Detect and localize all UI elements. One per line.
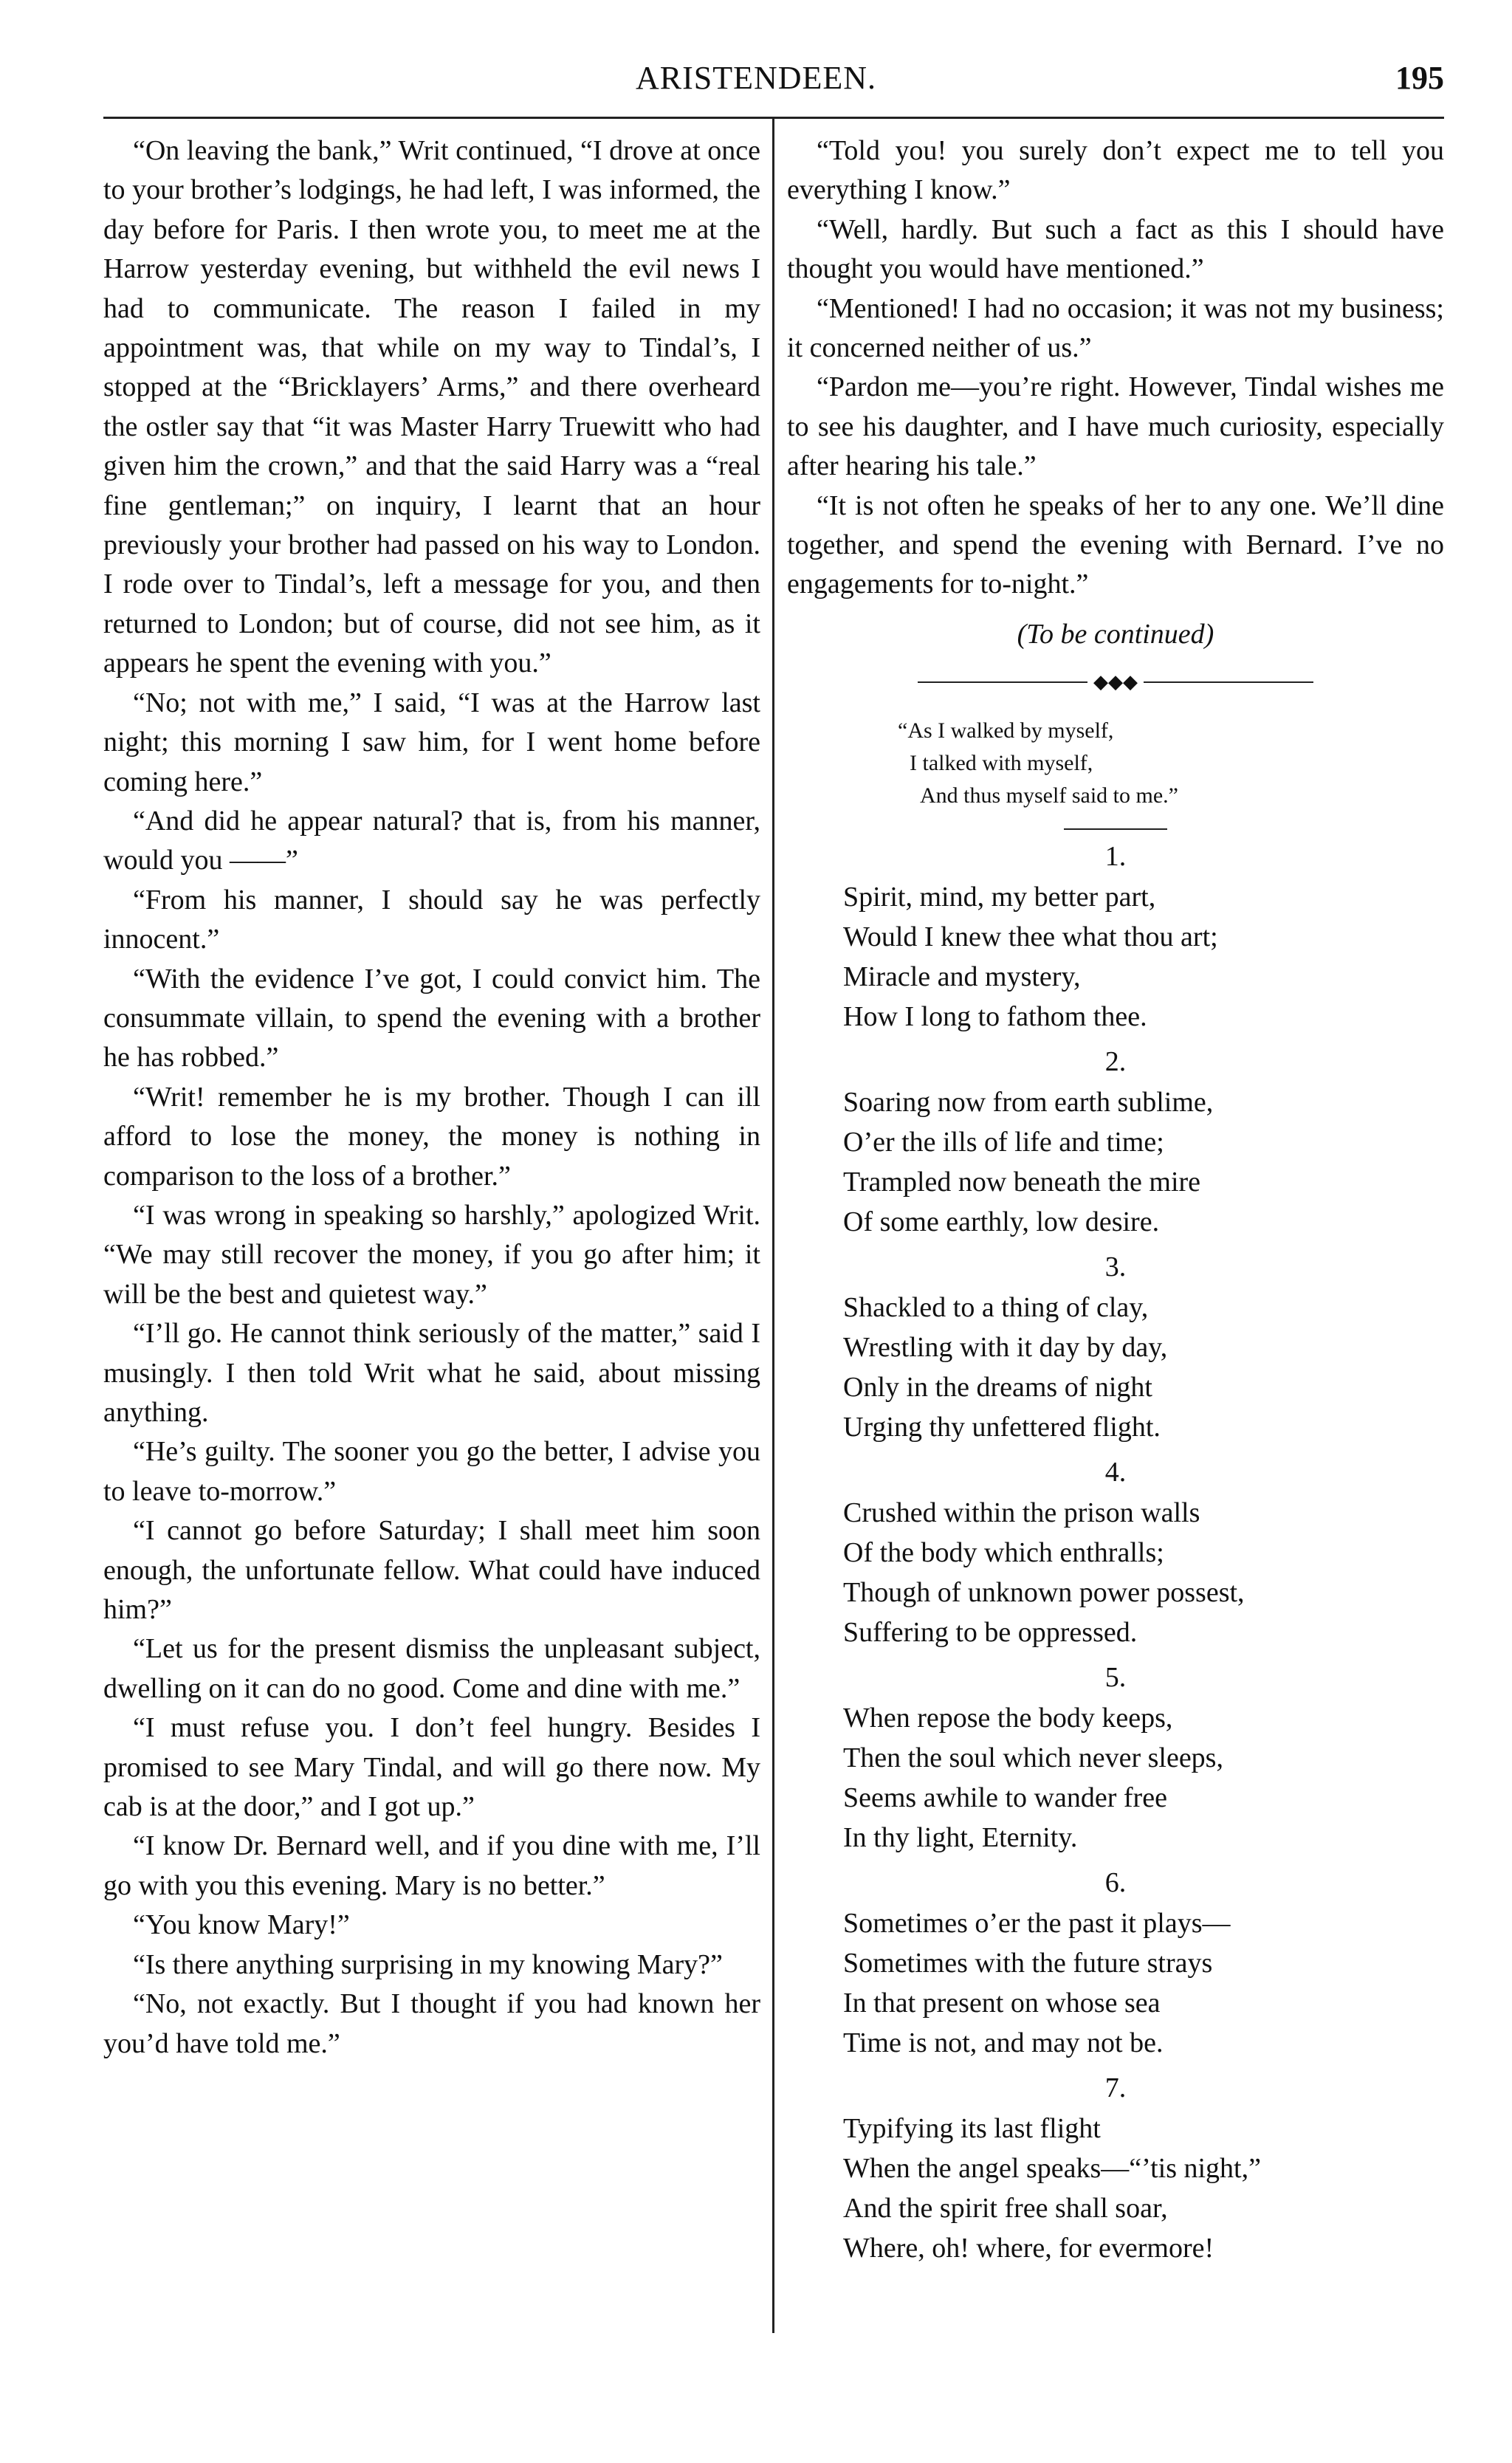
poem-line: Urging thy unfettered flight. xyxy=(843,1412,1161,1443)
paragraph: “Pardon me—you’re right. However, Tindal wishes me to see his daughter, and I have much curiosity, especially after hearing his tale.” xyxy=(787,371,1444,482)
poem-line: Would I knew thee what thou art; xyxy=(843,921,1218,953)
stanza-number: 7. xyxy=(1104,2072,1127,2104)
poem-line: Where, oh! where, for evermore! xyxy=(843,2233,1214,2264)
paragraph: “From his manner, I should say he was perfectly innocent.” xyxy=(103,884,760,955)
paragraph: “On leaving the bank,” Writ continued, “I drove at once to your brother’s lodgings, he had left, I was informed, the day before for Paris. I then wrote you, to meet me at the Harrow yesterday evening, but withheld the evil news I had to communicate. The reason I failed in my appointment was, that while on my way to Tindal’s, I stopped at the “Bricklayers’ Arms,” and there overheard the ostler say that “it was Master Harry Truewitt who had given him the crown,” and that the said Harry was a “real fine gentleman;” on inquiry, I learnt that an hour previously your brother had passed on his way to London. I rode over to Tindal’s, left a message for you, and then returned to London; but of course, did not see him, as it appears he spent the evening with you.” xyxy=(103,135,760,679)
stanza-7 xyxy=(787,2067,1444,2268)
paragraph: “No, not exactly. But I thought if you had known her you’d have told me.” xyxy=(103,1988,760,2059)
paragraph: “Let us for the present dismiss the unpleasant subject, dwelling on it can do no good. Come and dine with me.” xyxy=(103,1633,760,1704)
stanza-6 xyxy=(787,1862,1444,2063)
poem-line: How I long to fathom thee. xyxy=(843,1001,1147,1033)
stanza-3 xyxy=(787,1246,1444,1447)
poem-line: Of some earthly, low desire. xyxy=(843,1206,1160,1238)
section-ornament xyxy=(787,662,1444,701)
column-divider xyxy=(772,118,774,2333)
epigraph-line: I talked with myself, xyxy=(910,751,1093,776)
page-number: 195 xyxy=(1395,60,1444,96)
to-be-continued: (To be continued) xyxy=(1017,618,1214,650)
stanza-number: 5. xyxy=(1104,1662,1127,1694)
left-column xyxy=(103,131,760,2064)
paragraph: “With the evidence I’ve got, I could convict him. The consummate villain, to spend the evening with a brother he has robbed.” xyxy=(103,963,760,1074)
stanza-5 xyxy=(787,1657,1444,1858)
poem-line: Crushed within the prison walls xyxy=(843,1497,1200,1529)
poem-line: Seems awhile to wander free xyxy=(843,1782,1167,1814)
page-header xyxy=(0,0,1512,124)
paragraph: “It is not often he speaks of her to any one. We’ll dine together, and spend the evening with Bernard. I’ve no engagements for to-night.” xyxy=(787,489,1444,600)
paragraph: “Writ! remember he is my brother. Though I can ill afford to lose the money, the money is nothing in comparison to the loss of a brother.” xyxy=(103,1081,760,1192)
epigraph-line: And thus myself said to me.” xyxy=(920,783,1178,808)
ornament-diamonds-icon: ◆◆◆ xyxy=(1093,670,1138,693)
paragraph: “Told you! you surely don’t expect me to tell you everything I know.” xyxy=(787,135,1444,206)
paragraph: “Is there anything surprising in my knowing Mary?” xyxy=(133,1948,723,1980)
poem-line: Trampled now beneath the mire xyxy=(843,1167,1201,1198)
poem-line: In thy light, Eternity. xyxy=(843,1822,1078,1854)
poem-line: Of the body which enthralls; xyxy=(843,1537,1164,1569)
poem-line: And the spirit free shall soar, xyxy=(843,2193,1168,2225)
stanza-number: 1. xyxy=(1104,841,1127,873)
poem-line: O’er the ills of life and time; xyxy=(843,1127,1164,1158)
poem-line: Only in the dreams of night xyxy=(843,1372,1152,1404)
ornament-line xyxy=(1144,681,1313,683)
poem-rule xyxy=(1064,828,1167,830)
paragraph: “I was wrong in speaking so harshly,” apologized Writ. “We may still recover the money, if you go after him; it will be the best and quietest way.” xyxy=(103,1199,760,1310)
poem-line: Though of unknown power possest, xyxy=(843,1577,1245,1609)
stanza-number: 6. xyxy=(1104,1867,1127,1899)
paragraph: “I’ll go. He cannot think seriously of the matter,” said I musingly. I then told Writ what he said, about missing anything. xyxy=(103,1318,760,1428)
poem-line: Then the soul which never sleeps, xyxy=(843,1742,1223,1774)
paragraph: “You know Mary!” xyxy=(133,1909,350,1941)
poem-line: Miracle and mystery, xyxy=(843,961,1081,993)
stanza-2 xyxy=(787,1041,1444,1242)
stanza-number: 4. xyxy=(1104,1457,1127,1488)
poem-line: When the angel speaks—“’tis night,” xyxy=(843,2153,1261,2185)
epigraph-line: “As I walked by myself, xyxy=(898,718,1114,743)
paragraph: “And did he appear natural? that is, from his manner, would you ——” xyxy=(103,805,760,876)
right-column xyxy=(787,131,1444,2271)
paragraph: “Mentioned! I had no occasion; it was not my business; it concerned neither of us.” xyxy=(787,292,1444,364)
poem-line: Sometimes o’er the past it plays— xyxy=(843,1908,1231,1940)
stanza-number: 2. xyxy=(1104,1046,1127,1078)
poem-line: In that present on whose sea xyxy=(843,1988,1161,2019)
paragraph: “I must refuse you. I don’t feel hungry. Besides I promised to see Mary Tindal, and will go there now. My cab is at the door,” and I got up.” xyxy=(103,1712,760,1823)
poem-line: Wrestling with it day by day, xyxy=(843,1332,1168,1364)
paragraph: “I know Dr. Bernard well, and if you dine with me, I’ll go with you this evening. Mary is no better.” xyxy=(103,1830,760,1901)
poem-line: Time is not, and may not be. xyxy=(843,2027,1164,2059)
running-title: ARISTENDEEN. xyxy=(635,60,877,96)
poem-line: Shackled to a thing of clay, xyxy=(843,1292,1149,1324)
poem-line: Spirit, mind, my better part, xyxy=(843,882,1156,913)
poem-line: Suffering to be oppressed. xyxy=(843,1617,1138,1649)
paragraph: “I cannot go before Saturday; I shall meet him soon enough, the unfortunate fellow. What could have induced him?” xyxy=(103,1515,760,1626)
paragraph: “Well, hardly. But such a fact as this I should have thought you would have mentioned.” xyxy=(787,213,1444,285)
poem-line: Sometimes with the future strays xyxy=(843,1948,1213,1979)
stanza-1 xyxy=(787,836,1444,1037)
poem-line: Typifying its last flight xyxy=(843,2113,1101,2145)
ornament-line xyxy=(918,681,1087,683)
stanza-4 xyxy=(787,1452,1444,1652)
epigraph xyxy=(898,715,1444,812)
paragraph: “No; not with me,” I said, “I was at the Harrow last night; this morning I saw him, for I went home before coming here.” xyxy=(103,687,760,797)
paragraph: “He’s guilty. The sooner you go the better, I advise you to leave to-morrow.” xyxy=(103,1436,760,1507)
poem-line: Soaring now from earth sublime, xyxy=(843,1087,1214,1119)
poem-line: When repose the body keeps, xyxy=(843,1703,1173,1734)
stanza-number: 3. xyxy=(1104,1251,1127,1283)
